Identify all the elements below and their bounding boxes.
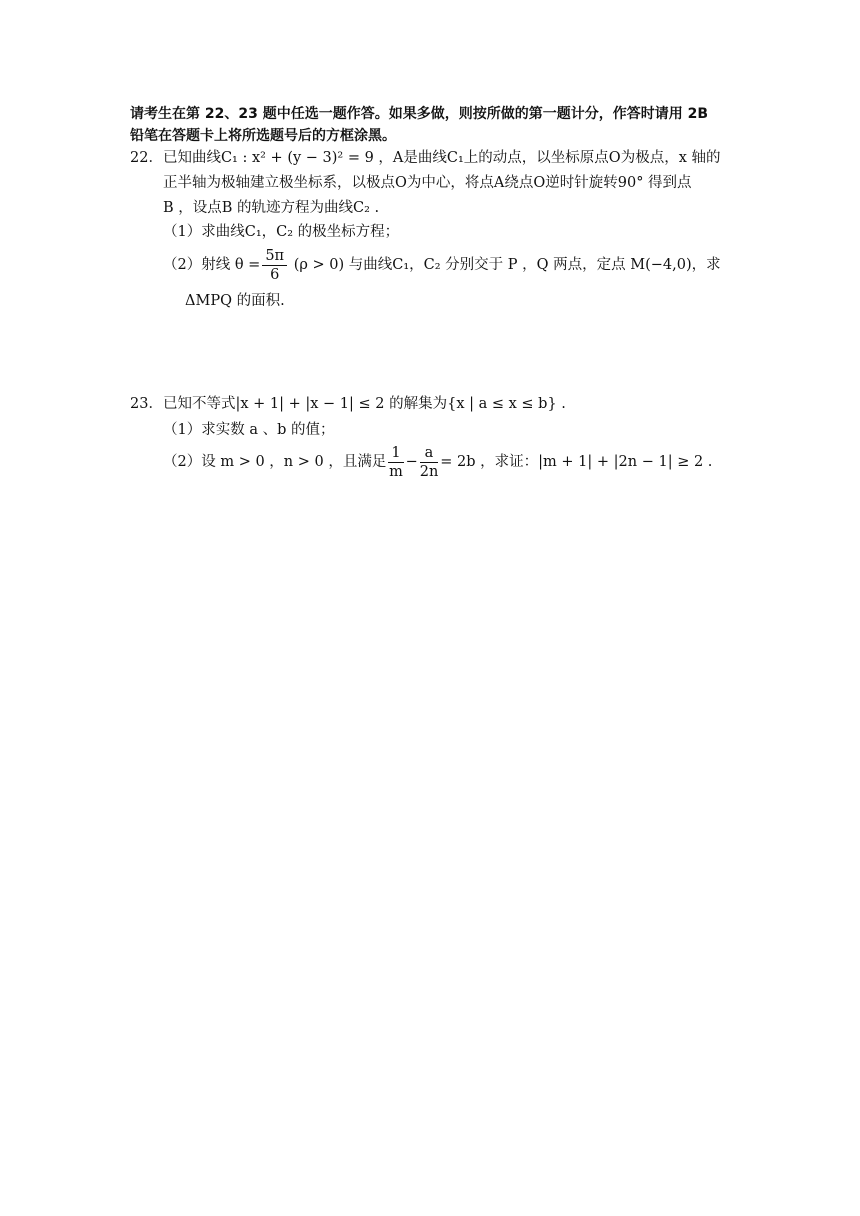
q22-line-3: B ，设点B 的轨迹方程为曲线C₂ . <box>163 200 380 216</box>
q22-line-1: 22．已知曲线C₁ : x² + (y − 3)² = 9 ，A是曲线C₁上的动点，以坐标原点O为极点，x 轴的 <box>130 150 721 166</box>
fraction-denominator: m <box>389 463 403 480</box>
q23-part-2-suffix: = 2b ，求证：|m + 1| + |2n − 1| ≥ 2 . <box>440 454 713 470</box>
q22-part-1: （1）求曲线C₁，C₂ 的极坐标方程； <box>163 224 400 240</box>
q22-line-2: 正半轴为极轴建立极坐标系，以极点O为中心，将点A绕点O逆时针旋转90° 得到点 <box>163 175 692 191</box>
q23-part-1: （1）求实数 a 、b 的值； <box>163 422 335 438</box>
q23-part-2 <box>163 443 712 481</box>
fraction-numerator: 1 <box>388 444 403 463</box>
fraction-5pi-over-6 <box>262 247 287 284</box>
fraction-denominator: 6 <box>270 266 280 283</box>
q22-part-2-suffix: (ρ > 0) 与曲线C₁，C₂ 分别交于 P ，Q 两点，定点 M(−4,0)，求 <box>289 257 721 273</box>
q23-part-2-prefix: （2）设 m > 0 ，n > 0 ，且满足 <box>163 454 387 470</box>
q22-part-2-line-2: ΔMPQ 的面积. <box>185 293 285 309</box>
fraction-1-over-m <box>388 444 403 481</box>
fraction-a-over-2n <box>420 444 439 481</box>
q22-part-2 <box>163 246 721 284</box>
q22-part-2-prefix: （2）射线 θ = <box>163 257 261 273</box>
instruction-line-2: 铅笔在答题卡上将所选题号后的方框涂黑。 <box>130 128 396 144</box>
instruction-line-1: 请考生在第 22、23 题中任选一题作答。如果多做，则按所做的第一题计分，作答时请用 2B <box>130 106 708 122</box>
minus-sign: − <box>405 454 418 470</box>
fraction-denominator: 2n <box>419 463 439 480</box>
fraction-numerator: a <box>420 444 439 463</box>
fraction-numerator: 5π <box>262 247 287 266</box>
q23-line-1: 23．已知不等式|x + 1| + |x − 1| ≤ 2 的解集为{x | a ≤ x ≤ b} . <box>130 396 566 412</box>
